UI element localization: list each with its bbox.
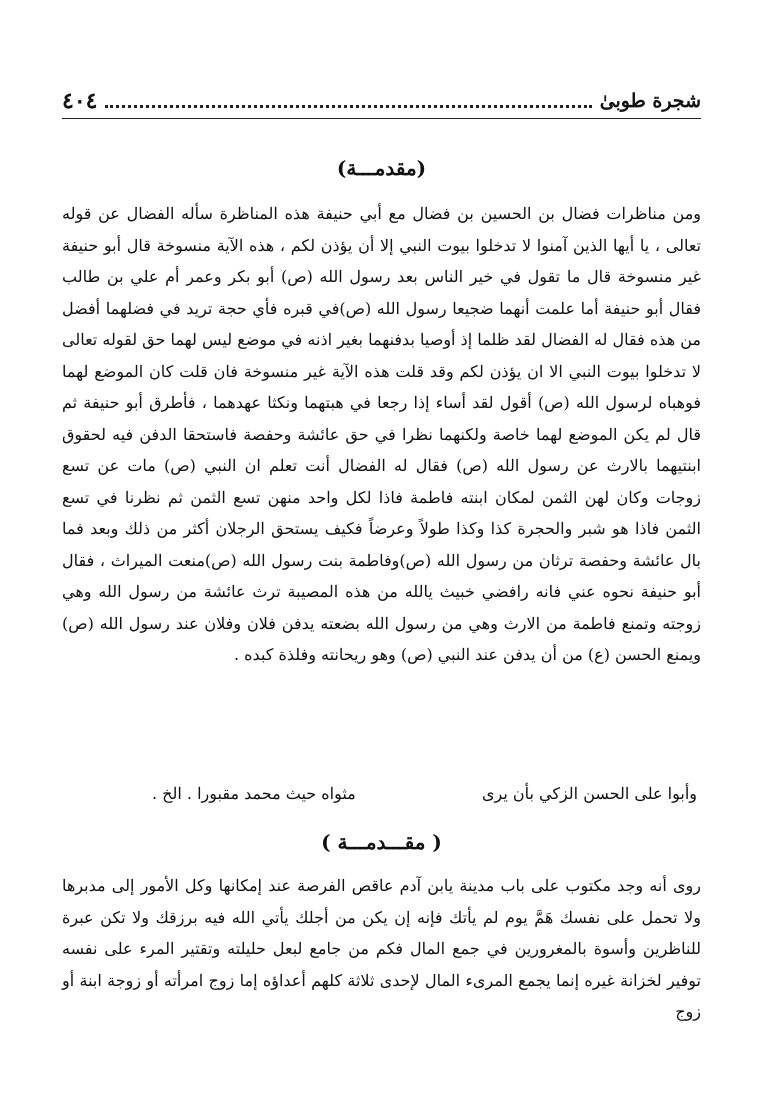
book-title: شجرة طوبیٰ [599,90,701,112]
running-header [62,84,701,119]
verse-hemistich-1: وأبوا على الحسن الزكي بأن يرى [481,784,697,803]
poem-verse [62,784,701,803]
verse-hemistich-2: مثواه حيث محمد مقبورا . الخ . [152,784,356,803]
section-1-body [62,198,701,671]
dot-leader [105,105,591,108]
section-2-body [62,870,701,1028]
section-heading-2: ( مقـــدمـــة ) [321,830,442,854]
page-number: ٤٠٤ [62,88,98,114]
paragraph: روى أنه وجد مكتوب على باب مدينة يابن آدم عاقص الفرصة عند إمكانها وكل الأمور إلى مدبرها ولا تحمل على نفسك هَمَّ يوم لم يأتك فإنه إن يكن من أجلك يأتي الله فيه برزقك ولا تكن عبرة للناظرين وأسوة بالمغرورين في جمع المال فكم من جامع لبعل حليلته وتقتير المرء على نفسه توفير لخزانة غيره إنما يجمع المرىء المال لإحدى ثلاثة كلهم أعداؤه إما زوج امرأته أو زوجة ابنة أو زوج [62,876,701,1021]
section-heading-1: (مقدمـــة) [336,156,427,180]
paragraph: ومن مناظرات فضال بن الحسين بن فضال مع أبي حنيفة هذه المناظرة سأله الفضال عن قوله تعالى ، يا أيها الذين آمنوا لا تدخلوا بيوت النبي إلا أن يؤذن لكم ، هذه الآية منسوخة قال أبو حنيفة غير منسوخة قال ما تقول في خير الناس بعد رسول الله (ص) أبو بكر وعمر أم علي بن طالب فقال أبو حنيفة أما علمت أنهما ضجيعا رسول الله (ص)في قبره فأي حجة تريد في فضلهما أفضل من هذه فقال له الفضال لقد ظلما إذ أوصيا بدفنهما بغير اذنه في موضع ليس لهما حق لقوله تعالى لا تدخلوا بيوت النبي الا ان يؤذن لكم وقد قلت هذه الآية غير منسوخة فان قلت كان الموضع لهما فوهباه لرسول الله (ص) أقول لقد أساء إذا رجعا في هبتهما ونكثا عهدهما ، فأطرق أبو حنيفة ثم قال لم يكن الموضع لهما خاصة ولكنهما نظرا في حق عائشة وحفصة فاستحقا الدفن فيه لحقوق ابنتيهما بالارث عن رسول الله (ص) فقال له الفضال أنت تعلم ان النبي (ص) مات عن تسع زوجات وكان لهن الثمن لمكان ابنته فاطمة فاذا لكل واحد منهن تسع الثمن ثم نظرنا في تسع الثمن فاذا هو شبر والحجرة كذا وكذا طولاً وعرضاً فكيف يستحق الرجلان أكثر من ذلك وبعد فما بال عائشة وحفصة ترثان من رسول الله (ص)وفاطمة بنت رسول الله (ص)منعت الميراث ، فقال أبو حنيفة نحوه عني فانه رافضي خبيث يالله من هذه المصيبة ترث عائشة من رسول الله وهي زوجته وتمنع فاطمة من الارث وهي من رسول الله بضعته يدفن فلان وفلان عند رسول الله (ص) ويمنع الحسن (ع) من أن يدفن عند النبي (ص) وهو ريحانته وفلذة كبده . [62,204,701,664]
